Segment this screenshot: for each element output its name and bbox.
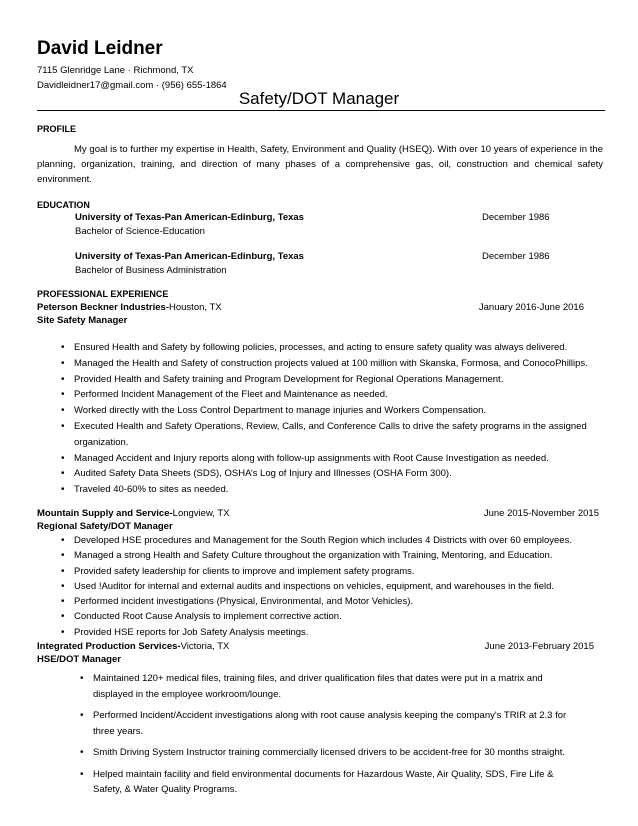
job-bullet-list [61,533,606,640]
job-bullet-list [61,340,606,498]
list-item: • Traveled 40-60% to sites as needed. [61,482,606,498]
job-bullet-list [80,671,576,798]
job-location: Longview, TX [172,508,230,519]
education-school: University of Texas-Pan American-Edinburg, Texas [75,251,304,262]
list-item: • Maintained 120+ medical files, training files, and driver qualification files that dates were put in a matrix and displayed in the employee workroom/lounge. [80,671,576,702]
education-degree: Bachelor of Business Administration [75,265,227,276]
education-heading: EDUCATION [37,200,90,210]
list-item: • Managed Accident and Injury reports along with follow-up assignments with Root Cause Investigation as needed. [61,451,606,467]
job-company-line [37,302,222,313]
job-company: Peterson Beckner Industries- [37,302,169,313]
list-item: • Developed HSE procedures and Management for the South Region which includes 4 Districts with over 60 employees. [61,533,606,548]
list-item: • Audited Safety Data Sheets (SDS), OSHA’s Log of Injury and Illnesses (OSHA Form 300). [61,466,606,482]
list-item: • Provided safety leadership for clients to improve and implement safety programs. [61,564,606,579]
candidate-name: David Leidner [37,38,163,59]
experience-heading: PROFESSIONAL EXPERIENCE [37,289,169,299]
list-item: • Ensured Health and Safety by following policies, processes, and acting to ensure safety quality was always delivered. [61,340,606,356]
list-item: • Used !Auditor for internal and external audits and inspections on vehicles, equipment, and warehouses in the field. [61,579,606,594]
list-item: • Worked directly with the Loss Control Department to manage injuries and Workers Compensation. [61,403,606,419]
list-item: • Smith Driving System Instructor training commercially licensed drivers to be accident-free for 30 months straight. [80,745,576,761]
job-role: Site Safety Manager [37,315,128,326]
job-dates: June 2013-February 2015 [484,641,594,652]
list-item: • Managed the Health and Safety of construction projects valued at 100 million with Skanska, Formosa, and ConocoPhillips. [61,356,606,372]
job-role: HSE/DOT Manager [37,654,121,665]
job-dates: June 2015-November 2015 [483,508,599,519]
job-company: Integrated Production Services- [37,641,181,652]
list-item: • Conducted Root Cause Analysis to implement corrective action. [61,609,606,624]
list-item: • Managed a strong Health and Safety Culture throughout the organization with Training, Mentoring, and Education. [61,548,606,563]
education-date: December 1986 [482,212,550,223]
job-dates: January 2016-June 2016 [478,302,584,313]
list-item: • Performed Incident Management of the Fleet and Maintenance as needed. [61,387,606,403]
list-item: • Helped maintain facility and field environmental documents for Hazardous Waste, Air Quality, SDS, Fire Life & Safety, & Water Quality Programs. [80,767,576,798]
job-location: Victoria, TX [180,641,230,652]
header-divider [37,110,605,111]
list-item: • Performed Incident/Accident investigations along with root cause analysis keeping the company's TRIR at 2.3 for three years. [80,708,576,739]
job-company-line [37,641,229,652]
education-school: University of Texas-Pan American-Edinburg, Texas [75,212,304,223]
job-location: Houston, TX [169,302,222,313]
profile-heading: PROFILE [37,124,77,134]
education-degree: Bachelor of Science-Education [75,226,205,237]
profile-text: My goal is to further my expertise in Health, Safety, Environment and Quality (HSEQ). With over 10 years of experience in the planning, organization, training, and direction of many phases of a comprehensive gas, oil, construction and chemical safety environment. [37,144,603,185]
education-date: December 1986 [482,251,550,262]
address: 7115 Glenridge Lane · Richmond, TX [37,65,194,76]
job-title: Safety/DOT Manager [238,89,400,108]
list-item: • Provided HSE reports for Job Safety Analysis meetings. [61,625,606,640]
job-company: Mountain Supply and Service- [37,508,173,519]
list-item: • Executed Health and Safety Operations, Review, Calls, and Conference Calls to drive the safety programs in the assigned organization. [61,419,606,451]
job-company-line [37,508,230,519]
list-item: • Provided Health and Safety training and Program Development for Regional Operations Management. [61,372,606,388]
contact-info: Davidleidner17@gmail.com · (956) 655-1864 [37,80,227,91]
list-item: • Performed incident investigations (Physical, Environmental, and Motor Vehicles). [61,594,606,609]
job-role: Regional Safety/DOT Manager [37,521,173,532]
